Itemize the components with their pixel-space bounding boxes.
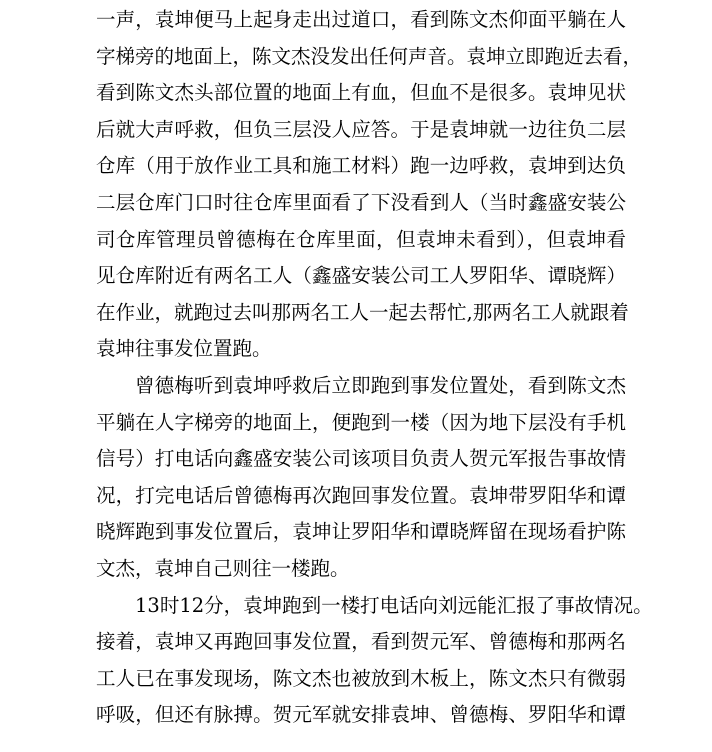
- text-line: 况，打完电话后曾德梅再次跑回事发位置。袁坤带罗阳华和谭: [96, 483, 626, 507]
- text-line: 晓辉跑到事发位置后，袁坤让罗阳华和谭晓辉留在现场看护陈: [96, 520, 626, 544]
- text-line: 司仓库管理员曾德梅在仓库里面，但袁坤未看到），但袁坤看: [96, 227, 626, 251]
- text-line: 接着，袁坤又再跑回事发位置，看到贺元军、曾德梅和那两名: [96, 630, 626, 654]
- text-line: 袁坤往事发位置跑。: [96, 337, 272, 361]
- text-line: 工人已在事发现场，陈文杰也被放到木板上，陈文杰只有微弱: [96, 666, 626, 690]
- text-line: 看到陈文杰头部位置的地面上有血，但血不是很多。袁坤见状: [96, 81, 626, 105]
- text-line: 信号）打电话向鑫盛安装公司该项目负责人贺元军报告事故情: [96, 447, 626, 471]
- text-line: 13时12分，袁坤跑到一楼打电话向刘远能汇报了事故情况。: [135, 593, 653, 617]
- text-line: 一声，袁坤便马上起身走出过道口，看到陈文杰仰面平躺在人: [96, 8, 626, 31]
- text-line: 见仓库附近有两名工人（鑫盛安装公司工人罗阳华、谭晓辉）: [96, 264, 626, 288]
- text-line: 仓库（用于放作业工具和施工材料）跑一边呼救，袁坤到达负: [96, 154, 626, 178]
- text-line: 文杰，袁坤自己则往一楼跑。: [96, 556, 350, 580]
- text-line: 后就大声呼救，但负三层没人应答。于是袁坤就一边往负二层: [96, 117, 626, 141]
- text-line: 曾德梅听到袁坤呼救后立即跑到事发位置处，看到陈文杰: [135, 373, 626, 397]
- text-line: 二层仓库门口时往仓库里面看了下没看到人（当时鑫盛安装公: [96, 190, 626, 214]
- paragraph-1: [96, 2, 643, 368]
- text-line: 字梯旁的地面上，陈文杰没发出任何声音。袁坤立即跑近去看，: [96, 44, 643, 68]
- text-line: 呼吸，但还有脉搏。贺元军就安排袁坤、曾德梅、罗阳华和谭: [96, 703, 626, 727]
- paragraph-2: [96, 368, 626, 588]
- text-line: 在作业，就跑过去叫那两名工人一起去帮忙,那两名工人就跟着: [96, 300, 629, 324]
- paragraph-3: [96, 588, 653, 734]
- text-line: 平躺在人字梯旁的地面上，便跑到一楼（因为地下层没有手机: [96, 410, 626, 434]
